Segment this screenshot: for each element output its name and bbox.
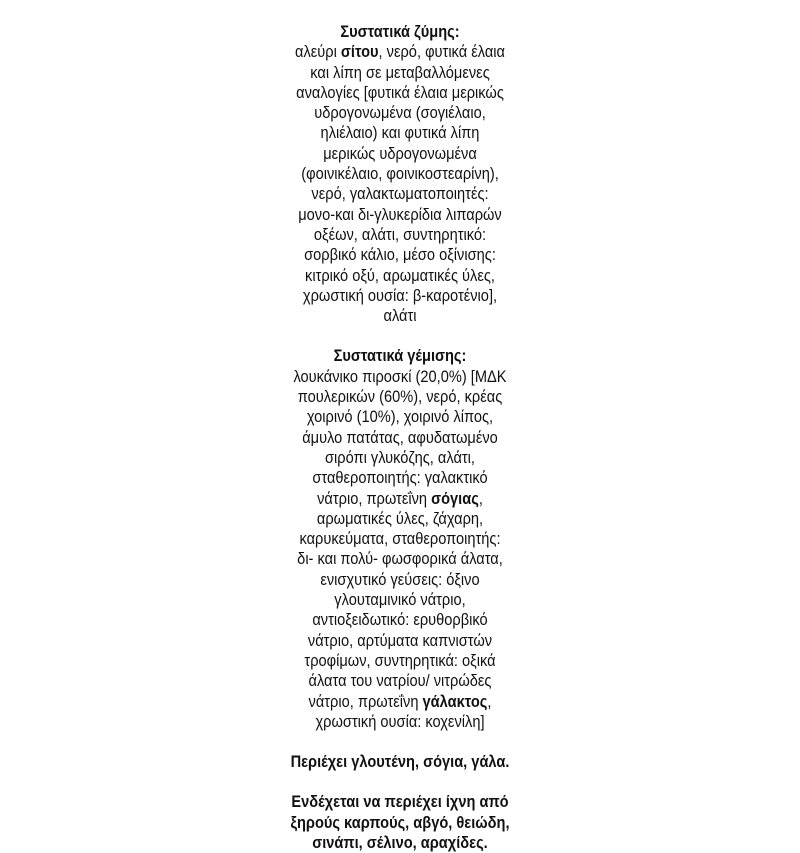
filling-line: τροφίμων, συντηρητικά: οξικά	[304, 650, 496, 670]
filling-text: ,	[487, 691, 492, 711]
allergen-wheat: σίτου	[340, 42, 379, 62]
dough-line: αναλογίες [φυτικά έλαια μερικώς	[296, 82, 504, 102]
filling-line: σιρόπι γλυκόζης, αλάτι,	[324, 447, 475, 467]
filling-line: σταθεροποιητής: γαλακτικό	[312, 468, 488, 488]
dough-line: μονο-και δι-γλυκερίδια λιπαρών	[298, 204, 502, 224]
dough-line: ηλιέλαιο) και φυτικά λίπη	[320, 123, 480, 143]
may-contain-traces: ξηρούς καρπούς, αβγό, θειώδη,	[290, 812, 510, 832]
filling-line: δι- και πολύ- φωσφορικά άλατα,	[297, 549, 503, 569]
dough-line: χρωστική ουσία: β-καροτένιο],	[302, 285, 498, 305]
section-spacer	[56, 772, 744, 792]
dough-text: , νερό, φυτικά έλαια	[378, 42, 505, 62]
filling-line: λουκάνικο πιροσκί (20,0%) [ΜΔΚ	[293, 366, 507, 386]
filling-line: αντιοξειδωτικό: ερυθορβικό	[312, 610, 488, 630]
dough-line: αλάτι	[383, 306, 417, 326]
contains-allergens: Περιέχει γλουτένη, σόγια, γάλα.	[290, 752, 510, 772]
filling-text: νάτριο, πρωτεΐνη	[317, 488, 432, 508]
filling-line: ενισχυτικό γεύσεις: όξινο	[320, 569, 480, 589]
ingredients-label	[56, 22, 744, 853]
dough-line: υδρογονωμένα (σογιέλαιο,	[314, 103, 486, 123]
dough-line: μερικώς υδρογονωμένα	[323, 143, 477, 163]
section-spacer	[56, 732, 744, 752]
dough-text: αλεύρι	[295, 42, 341, 62]
filling-line: άλατα του νατρίου/ νιτρώδες	[308, 671, 492, 691]
filling-line: νάτριο, αρτύματα καπνιστών	[307, 630, 493, 650]
filling-line: άμυλο πατάτας, αφυδατωμένο	[302, 427, 498, 447]
dough-line: οξέων, αλάτι, συντηρητικό:	[313, 224, 487, 244]
dough-line: κιτρικό οξύ, αρωματικές ύλες,	[305, 265, 495, 285]
filling-heading: Συστατικά γέμισης:	[333, 346, 467, 366]
filling-text: ,	[478, 488, 483, 508]
filling-line	[56, 489, 744, 509]
dough-line: σορβικό κάλιο, μέσο οξίνισης:	[304, 245, 496, 265]
dough-line: νερό, γαλακτωματοποιητές:	[311, 184, 489, 204]
may-contain-traces: Ενδέχεται να περιέχει ίχνη από	[291, 792, 509, 812]
dough-heading: Συστατικά ζύμης:	[340, 22, 460, 41]
dough-line	[56, 42, 744, 62]
dough-line: και λίπη σε μεταβαλλόμενες	[310, 62, 490, 82]
filling-line: καρυκεύματα, σταθεροποιητής:	[299, 529, 501, 549]
filling-line: γλουταμινικό νάτριο,	[334, 590, 466, 610]
section-spacer	[56, 326, 744, 346]
dough-line: (φοινικέλαιο, φοινικοστεαρίνη),	[301, 164, 499, 184]
filling-line: χρωστική ουσία: κοχενίλη]	[315, 711, 485, 731]
filling-line: αρωματικές ύλες, ζάχαρη,	[316, 508, 484, 528]
allergen-milk: γάλακτος	[422, 691, 488, 711]
allergen-soy: σόγιας	[431, 488, 479, 508]
filling-text: νάτριο, πρωτεΐνη	[308, 691, 423, 711]
filling-line	[56, 692, 744, 712]
may-contain-traces: σινάπι, σέλινο, αραχίδες.	[312, 832, 488, 852]
filling-line: πουλερικών (60%), νερό, κρέας	[297, 387, 503, 407]
filling-line: χοιρινό (10%), χοιρινό λίπος,	[306, 407, 494, 427]
